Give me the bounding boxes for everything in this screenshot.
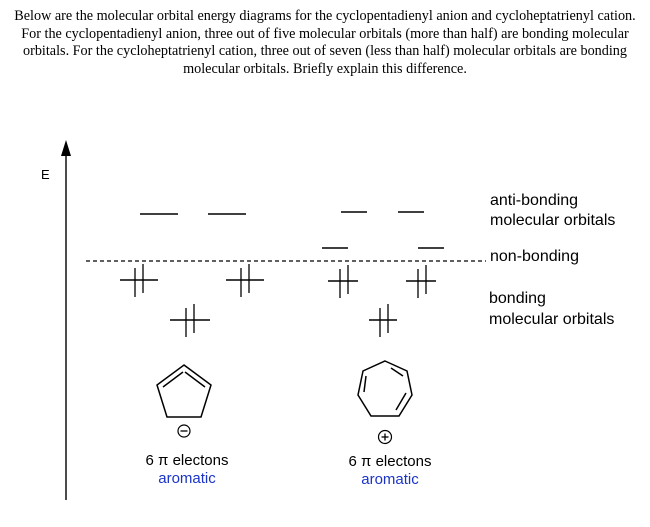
- cation-charge-circle: [379, 431, 392, 444]
- cht-aromatic-label: aromatic: [361, 471, 419, 488]
- cyclopentadienyl-ring: [157, 365, 211, 417]
- nonbonding-label: non-bonding: [490, 248, 579, 265]
- question-text: Below are the molecular orbital energy diagrams for the cyclopentadienyl anion and cycloheptatrienyl cation. For the cyclopentadienyl anion, three out of five molecular orbitals (more than half) are bonding molecular orbitals. For the cycloheptatrienyl cation, three out of seven (less than half) molecular orbitals are bonding molecular orbitals. Briefly explain this difference.: [14, 8, 636, 77]
- bonding-label-line2: molecular orbitals: [489, 311, 615, 328]
- cp-aromatic-label: aromatic: [158, 470, 216, 487]
- cht-electron-count: 6 π electons: [348, 453, 432, 470]
- antibonding-label-line1: anti-bonding: [490, 192, 579, 209]
- cht-bonding-orbital-lowest: [369, 304, 397, 337]
- cht-bonding-orbital-upper-2: [406, 265, 436, 298]
- cycloheptatrienyl-ring: [358, 361, 412, 416]
- cp-bonding-orbital-lowest: [170, 304, 210, 337]
- cp-bonding-orbital-upper-2: [226, 264, 264, 297]
- bonding-label-line1: bonding: [489, 290, 546, 307]
- anion-charge-circle: [178, 425, 190, 437]
- cp-electron-count: 6 π electons: [145, 452, 229, 469]
- cht-bonding-orbital-upper-1: [328, 265, 358, 298]
- energy-axis-arrowhead: [61, 140, 71, 156]
- cp-bonding-orbital-upper-1: [120, 264, 158, 297]
- antibonding-label-line2: molecular orbitals: [490, 212, 616, 229]
- energy-axis-label: E: [41, 167, 50, 182]
